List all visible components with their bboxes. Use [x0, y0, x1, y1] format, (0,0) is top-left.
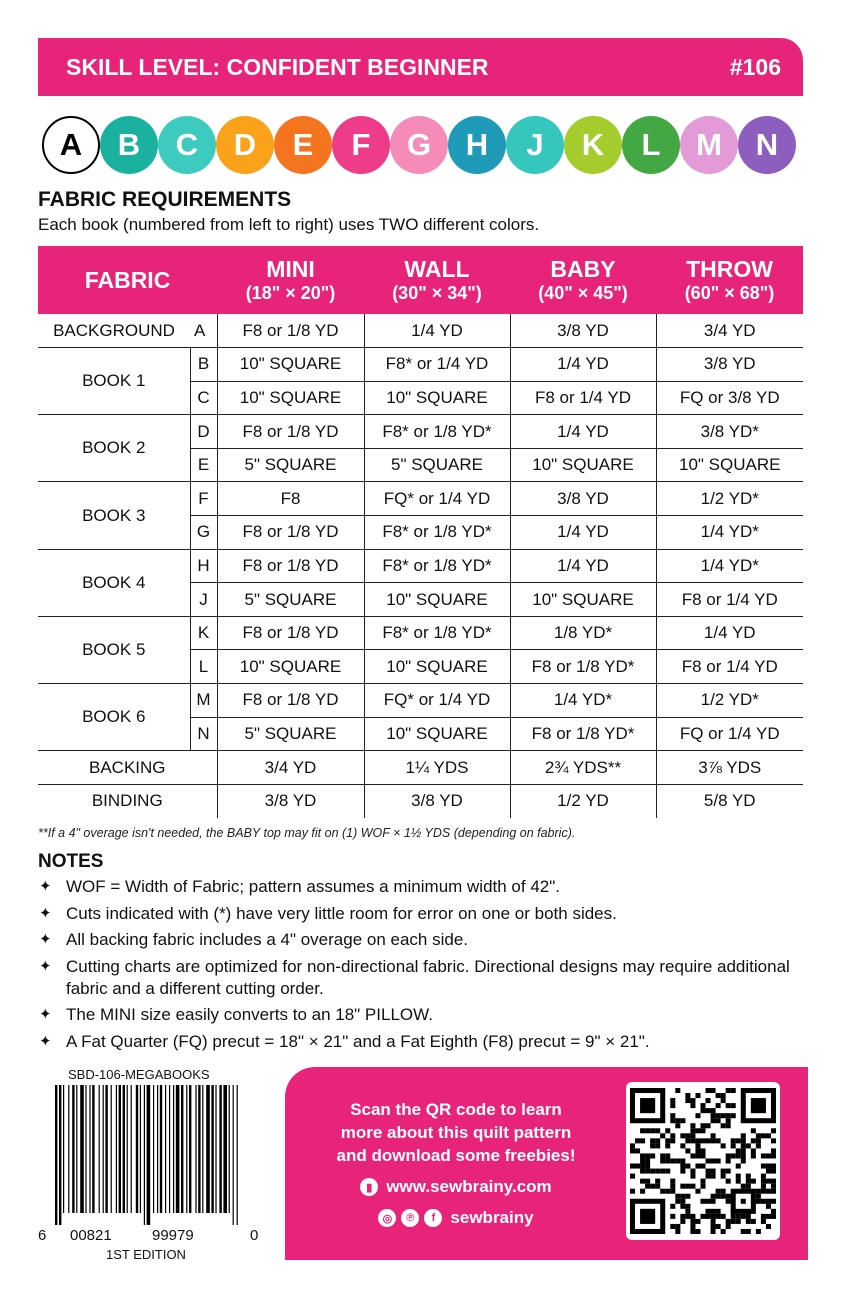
facebook-icon[interactable]: f [424, 1209, 442, 1227]
pinterest-icon[interactable]: ℗ [401, 1209, 419, 1227]
header-throw: THROW (60" × 68") [656, 246, 803, 314]
instagram-icon[interactable]: ◎ [378, 1209, 396, 1227]
cell-mini: 5" SQUARE [217, 583, 364, 617]
row-letter: J [190, 583, 217, 617]
section-subtitle: Each book (numbered from left to right) uses TWO different colors. [38, 215, 540, 234]
row-label: BACKING [38, 751, 217, 785]
cell-throw: 3⅞ YDS [656, 751, 803, 785]
table-row [38, 348, 803, 382]
color-circle-d: D [216, 116, 274, 174]
cell-baby: 1/4 YD [510, 348, 656, 382]
cell-mini: F8 or 1/8 YD [217, 314, 364, 348]
row-letter: N [190, 717, 217, 751]
cell-wall: 5" SQUARE [364, 448, 510, 482]
cell-throw: FQ or 3/8 YD [656, 381, 803, 415]
barcode [53, 1085, 243, 1225]
social-handle[interactable]: sewbrainy [450, 1208, 534, 1227]
cell-mini: F8 or 1/8 YD [217, 684, 364, 718]
skill-level-bar [38, 38, 803, 96]
list-item: ✦ Cuts indicated with (*) have very little room for error on one or both sides. [39, 903, 617, 923]
row-letter: D [190, 415, 217, 449]
cell-baby: F8 or 1/8 YD* [510, 650, 656, 684]
cell-baby: 1/4 YD [510, 549, 656, 583]
cell-wall: F8* or 1/8 YD* [364, 616, 510, 650]
notes-list [38, 876, 808, 1057]
table-row [38, 549, 803, 583]
row-label: BOOK 2 [38, 415, 190, 482]
promo-line-3: and download some freebies! [336, 1146, 576, 1165]
color-circle-a: A [42, 116, 100, 174]
cell-wall: 10" SQUARE [364, 717, 510, 751]
cell-throw: FQ or 1/4 YD [656, 717, 803, 751]
row-label: BOOK 6 [38, 684, 190, 751]
cell-wall: 10" SQUARE [364, 583, 510, 617]
qr-code[interactable] [626, 1082, 780, 1240]
list-item: ✦ All backing fabric includes a 4" overage on each side. [39, 930, 468, 949]
cell-throw: F8 or 1/4 YD [656, 583, 803, 617]
cell-throw: 1/4 YD* [656, 516, 803, 550]
color-circle-g: G [390, 116, 448, 174]
sparkle-icon: ✦ [39, 931, 52, 948]
cell-wall: 1/4 YD [364, 314, 510, 348]
cell-throw: 1/4 YD* [656, 549, 803, 583]
row-label: BINDING [91, 791, 163, 811]
color-circle-l: L [622, 116, 680, 174]
website-line[interactable] [300, 1177, 612, 1197]
row-letter: B [190, 348, 217, 382]
cell-baby: 1/8 YD* [510, 616, 656, 650]
cell-mini: F8 [217, 482, 364, 516]
row-label: BOOK 3 [38, 482, 190, 549]
cell-mini: 10" SQUARE [217, 650, 364, 684]
cell-baby: 1/2 YD [510, 784, 656, 818]
cell-baby: 1/4 YD* [510, 684, 656, 718]
color-circle-m: M [680, 116, 738, 174]
list-item: ✦ The MINI size easily converts to an 18" PILLOW. [39, 1005, 433, 1024]
cell-baby: F8 or 1/4 YD [510, 381, 656, 415]
sku-label: SBD-106-MEGABOOKS [68, 1067, 210, 1082]
color-circle-e: E [274, 116, 332, 174]
barcode-digit-right: 0 [250, 1227, 259, 1244]
cell-baby: 1/4 YD [510, 415, 656, 449]
row-letter: M [190, 684, 217, 718]
cell-wall: 3/8 YD [364, 784, 510, 818]
cell-throw: 3/8 YD* [656, 415, 803, 449]
promo-line-1: Scan the QR code to learn [350, 1100, 562, 1119]
color-circle-h: H [448, 116, 506, 174]
sparkle-icon: ✦ [39, 904, 52, 922]
color-circle-f: F [332, 116, 390, 174]
header-baby: BABY (40" × 45") [510, 246, 656, 314]
promo-line-2: more about this quilt pattern [340, 1123, 572, 1142]
cell-mini: F8 or 1/8 YD [217, 415, 364, 449]
row-letter: G [190, 516, 217, 550]
footnote: **If a 4" overage isn't needed, the BABY top may fit on (1) WOF × 1½ YDS (depending on fabric). [38, 826, 576, 840]
cell-mini: 10" SQUARE [217, 348, 364, 382]
color-circle-b: B [100, 116, 158, 174]
list-item: ✦ Cutting charts are optimized for non-directional fabric. Directional designs may require additional fabric and a different cutting order. [39, 956, 790, 998]
cell-baby: 2¾ YDS** [510, 751, 656, 785]
cell-wall: FQ* or 1/4 YD [364, 684, 510, 718]
row-label: BACKGROUND [38, 314, 190, 348]
barcode-digits-group2: 99979 [152, 1227, 194, 1244]
color-key [42, 116, 792, 174]
color-circle-c: C [158, 116, 216, 174]
cell-mini: 5" SQUARE [217, 717, 364, 751]
cell-wall: F8* or 1/8 YD* [364, 549, 510, 583]
cell-throw: 5/8 YD [656, 784, 803, 818]
table-row [38, 684, 803, 718]
pattern-number: #106 [729, 53, 781, 80]
row-label: BOOK 5 [38, 616, 190, 683]
list-item: ✦ WOF = Width of Fabric; pattern assumes a minimum width of 42". [39, 877, 561, 896]
edition-label: 1ST EDITION [106, 1247, 186, 1262]
website-link[interactable]: www.sewbrainy.com [386, 1177, 552, 1196]
cell-wall: F8* or 1/8 YD* [364, 415, 510, 449]
cell-throw: 1/4 YD [656, 616, 803, 650]
list-item: ✦ A Fat Quarter (FQ) precut = 18" × 21" and a Fat Eighth (F8) precut = 9" × 21". [39, 1031, 650, 1051]
barcode-digit-left: 6 [38, 1227, 47, 1244]
fabric-requirements-table [38, 246, 803, 818]
table-row [38, 314, 803, 348]
cell-mini: 5" SQUARE [217, 448, 364, 482]
table-row [38, 784, 803, 818]
cell-wall: FQ* or 1/4 YD [364, 482, 510, 516]
row-letter: K [190, 616, 217, 650]
cell-wall: 10" SQUARE [364, 381, 510, 415]
table-header-row [38, 246, 803, 314]
cell-throw: F8 or 1/4 YD [656, 650, 803, 684]
barcode-digits-group1: 00821 [70, 1227, 112, 1244]
table-row [38, 751, 803, 785]
cell-mini: 10" SQUARE [217, 381, 364, 415]
sparkle-icon: ✦ [39, 1032, 52, 1050]
row-letter: A [190, 314, 217, 348]
section-title: FABRIC REQUIREMENTS [38, 188, 292, 211]
row-label: BOOK 4 [38, 549, 190, 616]
cell-mini: F8 or 1/8 YD [217, 549, 364, 583]
cell-wall: F8* or 1/8 YD* [364, 516, 510, 550]
header-mini: MINI (18" × 20") [217, 246, 364, 314]
cell-wall: F8* or 1/4 YD [364, 348, 510, 382]
sparkle-icon: ✦ [39, 957, 52, 975]
table-row [38, 616, 803, 650]
promo-text [300, 1098, 612, 1167]
table-row [38, 415, 803, 449]
color-circle-j: J [506, 116, 564, 174]
table-row [38, 482, 803, 516]
cell-wall: 1¼ YDS [364, 751, 510, 785]
cell-throw: 1/2 YD* [656, 482, 803, 516]
cell-mini: F8 or 1/8 YD [217, 616, 364, 650]
cell-mini: 3/4 YD [217, 751, 364, 785]
notes-title: NOTES [38, 851, 104, 872]
cell-throw: 10" SQUARE [656, 448, 803, 482]
color-circle-k: K [564, 116, 622, 174]
row-letter: H [190, 549, 217, 583]
cell-baby: 3/8 YD [510, 482, 656, 516]
cell-baby: 3/8 YD [510, 314, 656, 348]
row-letter: C [190, 381, 217, 415]
cell-mini: F8 or 1/8 YD [217, 516, 364, 550]
skill-level-text: SKILL LEVEL: CONFIDENT BEGINNER [66, 53, 489, 80]
cell-baby: 10" SQUARE [510, 583, 656, 617]
row-letter: E [190, 448, 217, 482]
social-line[interactable] [300, 1208, 612, 1228]
row-letter: F [190, 482, 217, 516]
header-wall: WALL (30" × 34") [364, 246, 510, 314]
qr-code-image [630, 1088, 776, 1234]
header-fabric: FABRIC [38, 246, 217, 314]
cell-throw: 1/2 YD* [656, 684, 803, 718]
cell-throw: 3/4 YD [656, 314, 803, 348]
row-letter: L [190, 650, 217, 684]
mouse-icon: ▮ [360, 1178, 378, 1196]
cell-mini: 3/8 YD [217, 784, 364, 818]
sparkle-icon: ✦ [39, 1006, 52, 1023]
sparkle-icon: ✦ [39, 878, 52, 895]
row-label: BOOK 1 [38, 348, 190, 415]
cell-baby: 10" SQUARE [510, 448, 656, 482]
cell-throw: 3/8 YD [656, 348, 803, 382]
cell-baby: F8 or 1/8 YD* [510, 717, 656, 751]
color-circle-n: N [738, 116, 796, 174]
cell-wall: 10" SQUARE [364, 650, 510, 684]
cell-baby: 1/4 YD [510, 516, 656, 550]
